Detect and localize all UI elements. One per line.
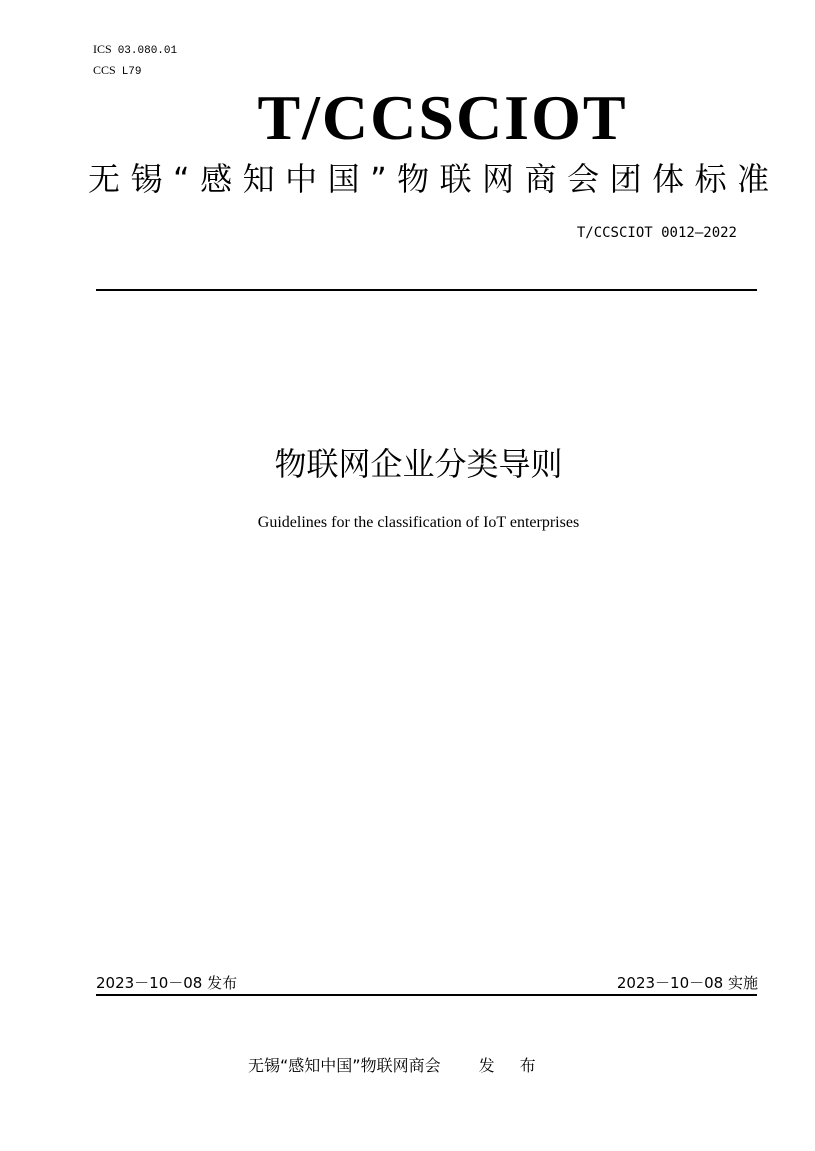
ics-label: ICS	[93, 42, 112, 56]
publisher-line	[248, 1053, 546, 1076]
organization-standard-title: 无锡“感知中国”物联网商会团体标准	[88, 160, 780, 198]
ccs-label: CCS	[93, 63, 116, 77]
publisher-name: 无锡“感知中国”物联网商会	[248, 1056, 441, 1075]
effective-date: 2023－10－08 实施	[616, 974, 758, 992]
standard-number: T/CCSCIOT 0012—2022	[576, 225, 737, 241]
issue-date: 2023－10－08 发布	[96, 974, 238, 992]
brand-logo-text: T/CCSCIOT	[257, 82, 628, 153]
ics-code	[93, 40, 177, 61]
ccs-code	[93, 61, 177, 82]
bottom-divider	[96, 994, 757, 996]
document-title-en: Guidelines for the classification of IoT enterprises	[257, 514, 580, 531]
publish-verb: 发 布	[478, 1056, 546, 1075]
document-title-zh: 物联网企业分类导则	[274, 445, 563, 483]
ccs-value: L79	[121, 66, 142, 78]
top-divider	[96, 289, 757, 291]
classification-codes	[93, 40, 177, 82]
ics-value: 03.080.01	[117, 45, 178, 57]
